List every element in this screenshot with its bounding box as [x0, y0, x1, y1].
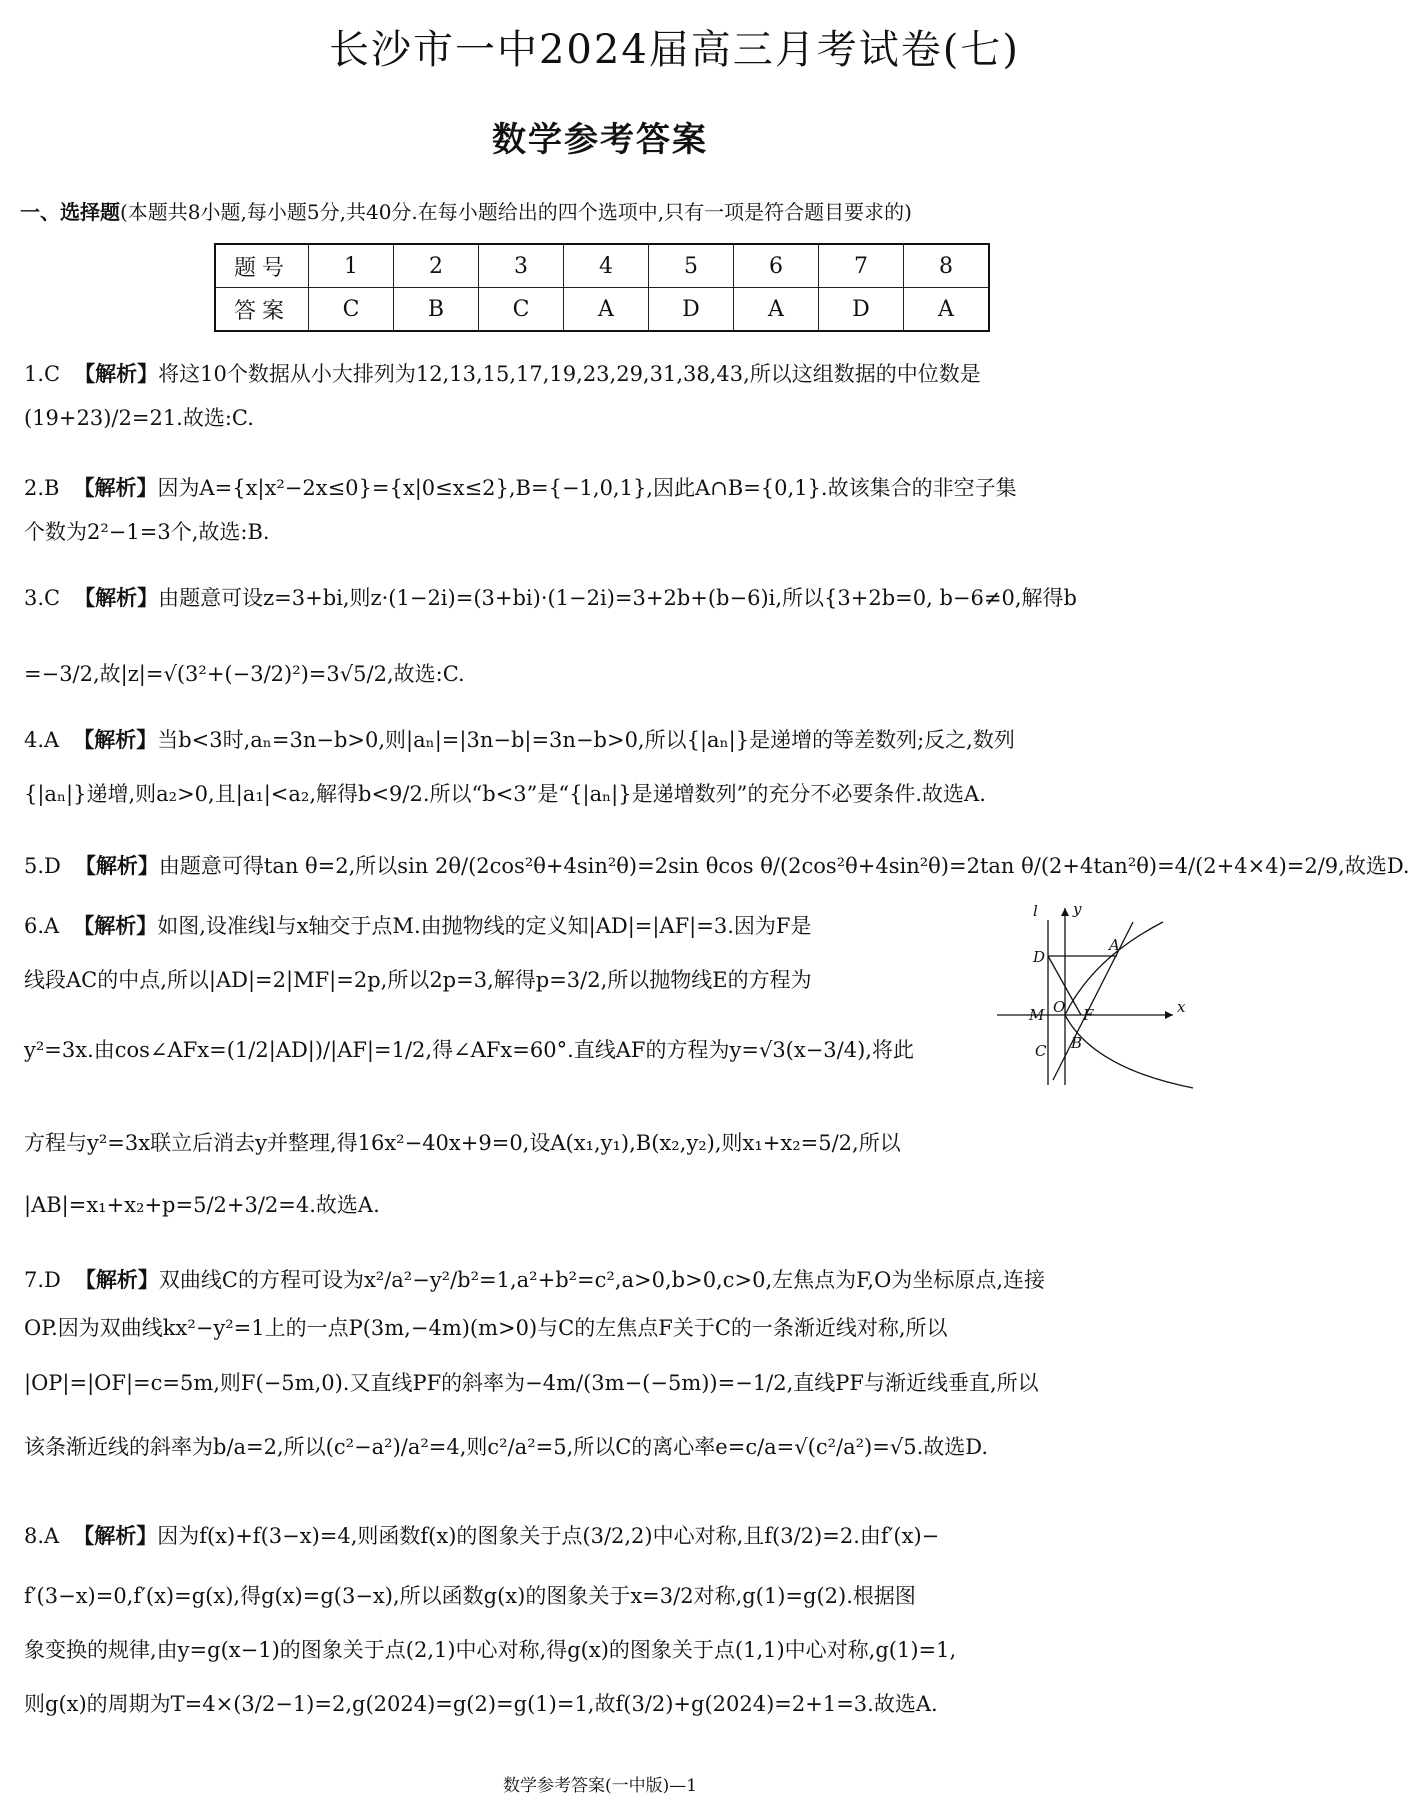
solution-8	[24, 1508, 1180, 1736]
answer-cell: A	[904, 288, 990, 332]
solution-line: 因为f(x)+f(3−x)=4,则函数f(x)的图象关于点(3/2,2)中心对称,且f(3/2)=2.由f′(x)−	[157, 1524, 940, 1548]
solution-tag: 【解析】	[73, 1524, 158, 1548]
figure-label: M	[1029, 1006, 1045, 1024]
solution-number: 6.A	[24, 914, 60, 938]
solution-line: |AB|=x₁+x₂+p=5/2+3/2=4.故选A.	[24, 1193, 380, 1217]
question-number: 5	[649, 244, 734, 288]
figure-label: l	[1033, 902, 1038, 920]
section-heading-label: 一、选择题	[20, 200, 120, 224]
question-number: 2	[394, 244, 479, 288]
figure-label: O	[1053, 998, 1066, 1016]
solution-tag: 【解析】	[74, 854, 159, 878]
answer-cell: D	[649, 288, 734, 332]
solution-line: 由题意可得tan θ=2,所以sin 2θ/(2cos²θ+4sin²θ)=2sin θcos θ/(2cos²θ+4sin²θ)=2tan θ/(2+4tan²θ)=4/(2+4×4)=2/9,故选D.	[158, 854, 1410, 878]
solution-line: 方程与y²=3x联立后消去y并整理,得16x²−40x+9=0,设A(x₁,y₁),B(x₂,y₂),则x₁+x₂=5/2,所以	[24, 1131, 901, 1155]
section-heading	[20, 196, 912, 225]
solution-line: 将这10个数据从小大排列为12,13,15,17,19,23,29,31,38,43,所以这组数据的中位数是	[158, 362, 981, 386]
parabola-figure	[993, 900, 1193, 1090]
row-label-number: 题号	[215, 244, 309, 288]
solution-tag: 【解析】	[74, 586, 159, 610]
section-description: (本题共8小题,每小题5分,共40分.在每小题给出的四个选项中,只有一项是符合题目要求的)	[120, 200, 912, 224]
solution-line: OP.因为双曲线kx²−y²=1上的一点P(3m,−4m)(m>0)与C的左焦点F关于C的一条渐近线对称,所以	[24, 1316, 948, 1340]
solution-line: 象变换的规律,由y=g(x−1)的图象关于点(2,1)中心对称,得g(x)的图象关于点(1,1)中心对称,g(1)=1,	[24, 1638, 957, 1662]
solution-4	[24, 718, 1180, 820]
solution-number: 8.A	[24, 1524, 60, 1548]
solution-number: 5.D	[24, 854, 61, 878]
solution-6-continued	[24, 1113, 1180, 1237]
answer-cell: B	[394, 288, 479, 332]
question-number: 4	[564, 244, 649, 288]
solution-line: 该条渐近线的斜率为b/a=2,所以(c²−a²)/a²=4,则c²/a²=5,所以C的离心率e=c/a=√(c²/a²)=√5.故选D.	[24, 1435, 989, 1459]
solution-tag: 【解析】	[73, 728, 158, 752]
solution-5	[24, 840, 1410, 892]
question-number: 1	[309, 244, 394, 288]
figure-label: A	[1109, 936, 1120, 954]
answer-cell: A	[734, 288, 819, 332]
solution-number: 1.C	[24, 362, 61, 386]
solution-number: 4.A	[24, 728, 60, 752]
solution-line: =−3/2,故|z|=√(3²+(−3/2)²)=3√5/2,故选:C.	[24, 662, 465, 686]
solution-line: 个数为2²−1=3个,故选:B.	[24, 520, 270, 544]
page-title: 长沙市一中2024届高三月考试卷(七)	[328, 27, 1020, 73]
answer-table	[214, 243, 990, 332]
figure-label: F	[1083, 1006, 1094, 1024]
question-number: 7	[819, 244, 904, 288]
solution-tag: 【解析】	[73, 476, 158, 500]
solution-line: 则g(x)的周期为T=4×(3/2−1)=2,g(2024)=g(2)=g(1)=1,故f(3/2)+g(2024)=2+1=3.故选A.	[24, 1692, 938, 1716]
page-subtitle: 数学参考答案	[492, 120, 708, 160]
question-number: 6	[734, 244, 819, 288]
solution-7	[24, 1256, 1180, 1480]
row-label-answer: 答案	[215, 288, 309, 332]
solution-line: 因为A={x|x²−2x≤0}={x|0≤x≤2},B={−1,0,1},因此A∩B={0,1}.故该集合的非空子集	[157, 476, 1017, 500]
solution-line: {|aₙ|}递增,则a₂>0,且|a₁|<a₂,解得b<9/2.所以“b<3”是“{|aₙ|}是递增数列”的充分不必要条件.故选A.	[24, 782, 986, 806]
question-number: 8	[904, 244, 990, 288]
page-footer: 数学参考答案(一中版)—1	[502, 1776, 698, 1796]
solution-number: 7.D	[24, 1268, 61, 1292]
solution-line: y²=3x.由cos∠AFx=(1/2|AD|)/|AF|=1/2,得∠AFx=60°.直线AF的方程为y=√3(x−3/4),将此	[24, 1038, 914, 1062]
answer-table-answer-row	[215, 288, 989, 332]
figure-label: C	[1035, 1042, 1047, 1060]
solution-2	[24, 466, 1180, 554]
solution-6	[24, 904, 970, 1088]
figure-label: y	[1073, 900, 1082, 918]
solution-line: 线段AC的中点,所以|AD|=2|MF|=2p,所以2p=3,解得p=3/2,所以抛物线E的方程为	[24, 968, 812, 992]
solution-line: 如图,设准线l与x轴交于点M.由抛物线的定义知|AD|=|AF|=3.因为F是	[157, 914, 812, 938]
answer-cell: C	[479, 288, 564, 332]
solution-line: f′(3−x)=0,f′(x)=g(x),得g(x)=g(3−x),所以函数g(x)的图象关于x=3/2对称,g(1)=g(2).根据图	[24, 1584, 916, 1608]
question-number: 3	[479, 244, 564, 288]
answer-cell: C	[309, 288, 394, 332]
solution-number: 2.B	[24, 476, 60, 500]
solution-line: (19+23)/2=21.故选:C.	[24, 406, 254, 430]
solution-3	[24, 572, 1180, 704]
solution-tag: 【解析】	[74, 1268, 159, 1292]
answer-cell: A	[564, 288, 649, 332]
solution-line: 当b<3时,aₙ=3n−b>0,则|aₙ|=|3n−b|=3n−b>0,所以{|aₙ|}是递增的等差数列;反之,数列	[157, 728, 1015, 752]
solution-tag: 【解析】	[74, 362, 159, 386]
solution-line: |OP|=|OF|=c=5m,则F(−5m,0).又直线PF的斜率为−4m/(3m−(−5m))=−1/2,直线PF与渐近线垂直,所以	[24, 1371, 1039, 1395]
solution-number: 3.C	[24, 586, 61, 610]
answer-table-number-row	[215, 244, 989, 288]
solution-line: 双曲线C的方程可设为x²/a²−y²/b²=1,a²+b²=c²,a>0,b>0,c>0,左焦点为F,O为坐标原点,连接	[158, 1268, 1045, 1292]
figure-label: x	[1177, 998, 1186, 1016]
solution-tag: 【解析】	[73, 914, 158, 938]
solution-1	[24, 352, 1180, 440]
solution-line: 由题意可设z=3+bi,则z·(1−2i)=(3+bi)·(1−2i)=3+2b+(b−6)i,所以{3+2b=0, b−6≠0,解得b	[158, 586, 1077, 610]
answer-cell: D	[819, 288, 904, 332]
figure-label: B	[1071, 1034, 1083, 1052]
figure-label: D	[1033, 948, 1046, 966]
